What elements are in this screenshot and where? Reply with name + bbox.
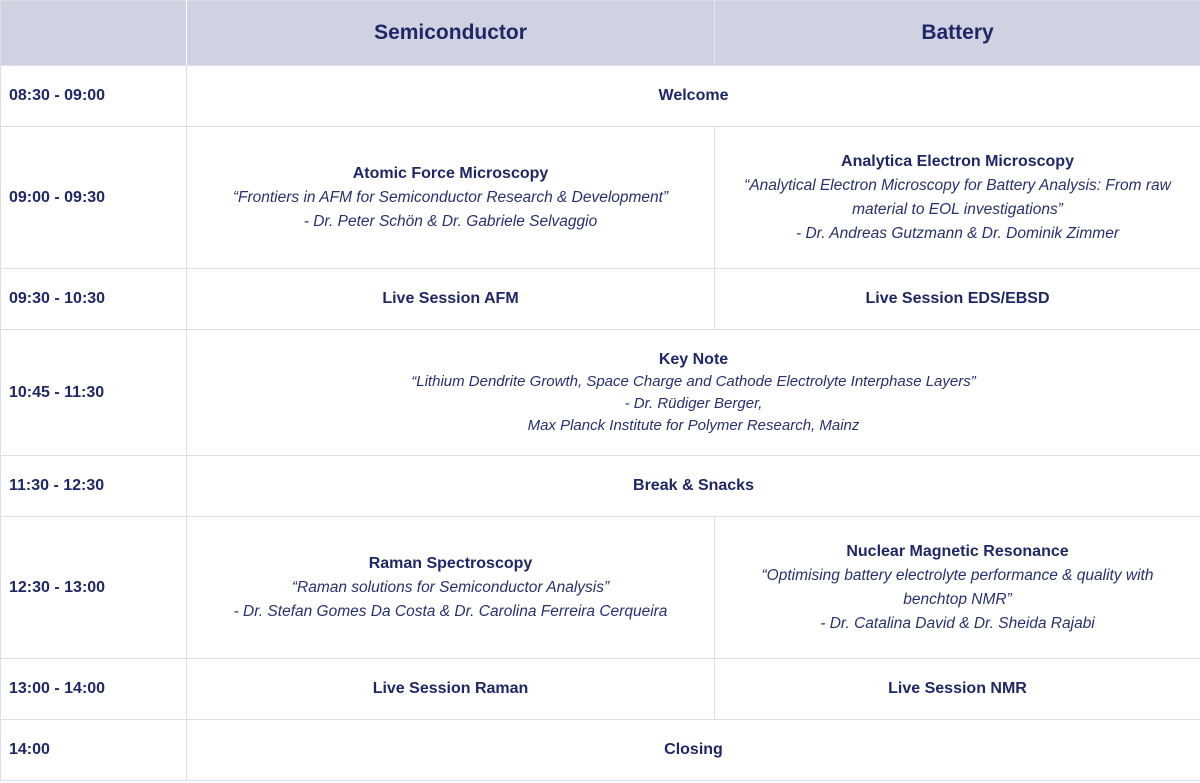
session-cell-battery bbox=[715, 659, 1200, 720]
session-speakers: - Dr. Stefan Gomes Da Costa & Dr. Carolina Ferreira Cerqueira bbox=[233, 602, 668, 620]
session-speakers: - Dr. Peter Schön & Dr. Gabriele Selvaggio bbox=[303, 212, 598, 230]
session-cell-battery bbox=[715, 517, 1200, 659]
session-talk: “Lithium Dendrite Growth, Space Charge and Cathode Electrolyte Interphase Layers” bbox=[411, 372, 976, 390]
session-cell-semiconductor bbox=[187, 269, 715, 330]
session-cell-battery bbox=[715, 269, 1200, 330]
header-row bbox=[1, 1, 1200, 66]
session-talk: “Frontiers in AFM for Semiconductor Research & Development” bbox=[232, 188, 669, 206]
table-row bbox=[1, 517, 1200, 659]
header-time bbox=[1, 1, 187, 66]
session-title: Live Session NMR bbox=[888, 680, 1027, 697]
session-title: Live Session AFM bbox=[382, 290, 519, 307]
time-slot: 11:30 - 12:30 bbox=[1, 456, 187, 517]
session-cell-full bbox=[187, 456, 1200, 517]
time-slot: 14:00 bbox=[1, 720, 187, 781]
session-cell-battery bbox=[715, 127, 1200, 269]
session-title: Atomic Force Microscopy bbox=[352, 164, 549, 182]
table-row bbox=[1, 269, 1200, 330]
session-talk: “Raman solutions for Semiconductor Analysis” bbox=[291, 578, 610, 596]
session-cell-semiconductor bbox=[187, 127, 715, 269]
session-title: Live Session Raman bbox=[372, 680, 529, 697]
table-row bbox=[1, 659, 1200, 720]
session-title: Key Note bbox=[658, 350, 729, 368]
session-title: Welcome bbox=[658, 87, 729, 104]
time-slot: 09:00 - 09:30 bbox=[1, 127, 187, 269]
session-title: Live Session EDS/EBSD bbox=[865, 290, 1050, 307]
session-cell-semiconductor bbox=[187, 659, 715, 720]
session-cell-full bbox=[187, 66, 1200, 127]
header-battery: Battery bbox=[715, 1, 1200, 66]
table-row bbox=[1, 66, 1200, 127]
time-slot: 10:45 - 11:30 bbox=[1, 330, 187, 456]
session-speakers: - Dr. Andreas Gutzmann & Dr. Dominik Zimmer bbox=[796, 224, 1119, 242]
table-row bbox=[1, 720, 1200, 781]
session-title: Closing bbox=[664, 741, 723, 758]
session-cell-full bbox=[187, 330, 1200, 456]
session-title: Nuclear Magnetic Resonance bbox=[846, 542, 1069, 560]
session-cell-full bbox=[187, 720, 1200, 781]
session-speakers: - Dr. Catalina David & Dr. Sheida Rajabi bbox=[820, 614, 1095, 632]
time-slot: 09:30 - 10:30 bbox=[1, 269, 187, 330]
table-row bbox=[1, 456, 1200, 517]
session-title: Raman Spectroscopy bbox=[368, 554, 533, 572]
session-speakers: - Dr. Rüdiger Berger, bbox=[624, 394, 763, 412]
session-affiliation: Max Planck Institute for Polymer Research, Mainz bbox=[527, 416, 860, 434]
session-title: Break & Snacks bbox=[633, 477, 754, 494]
session-title: Analytica Electron Microscopy bbox=[841, 152, 1074, 170]
session-cell-semiconductor bbox=[187, 517, 715, 659]
session-talk: “Optimising battery electrolyte performance & quality with benchtop NMR” bbox=[761, 566, 1154, 608]
table-row bbox=[1, 330, 1200, 456]
time-slot: 13:00 - 14:00 bbox=[1, 659, 187, 720]
time-slot: 12:30 - 13:00 bbox=[1, 517, 187, 659]
table-row bbox=[1, 127, 1200, 269]
session-talk: “Analytical Electron Microscopy for Battery Analysis: From raw material to EOL investigations” bbox=[744, 176, 1171, 218]
header-semiconductor: Semiconductor bbox=[187, 1, 715, 66]
time-slot: 08:30 - 09:00 bbox=[1, 66, 187, 127]
